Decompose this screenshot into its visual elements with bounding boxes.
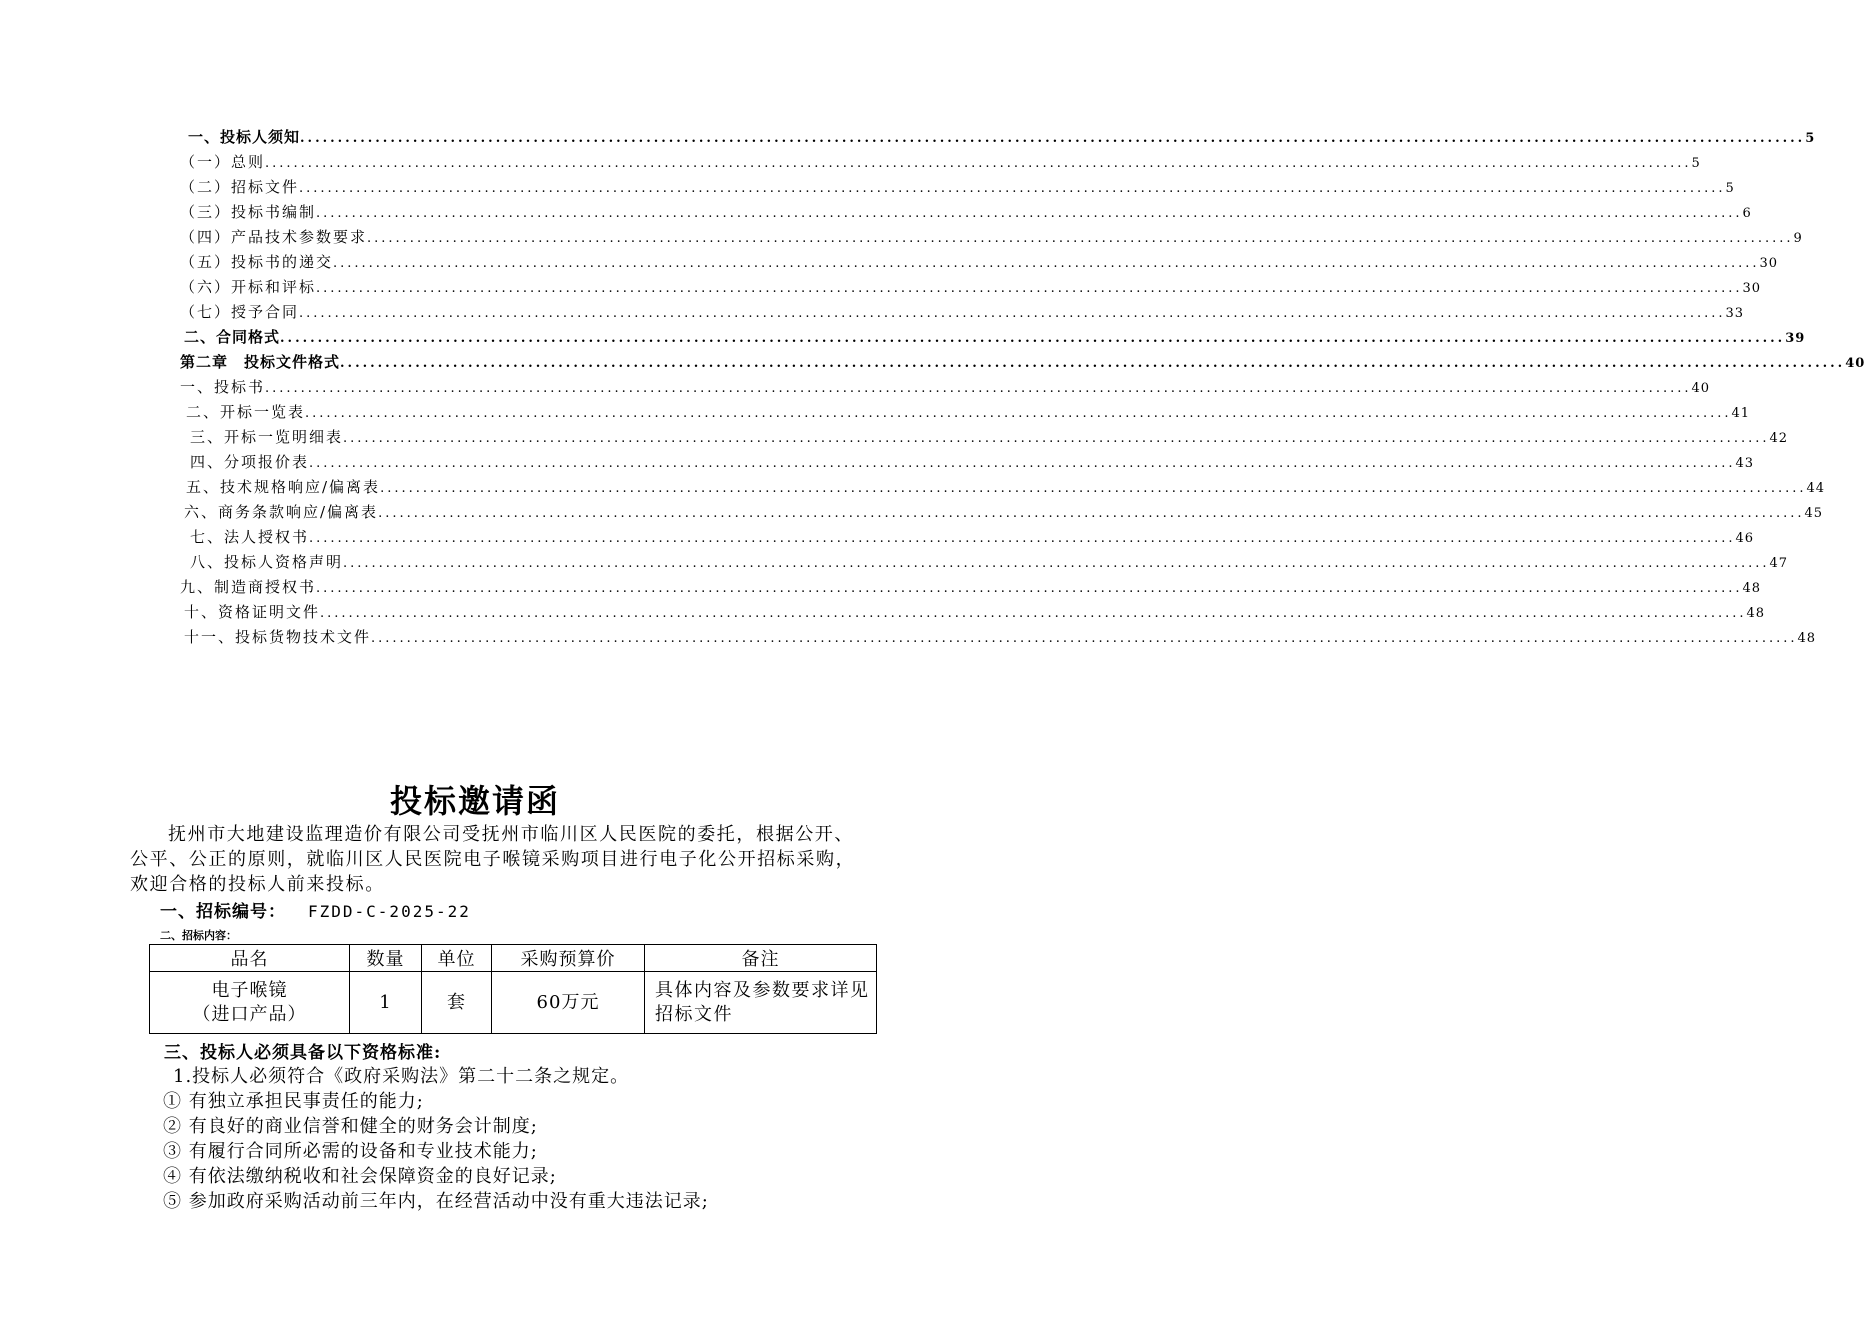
qualification-heading: 三、投标人必须具备以下资格标准: <box>164 1043 442 1063</box>
requirement-item: ⑤ 参加政府采购活动前三年内，在经营活动中没有重大违法记录; <box>163 1191 709 1212</box>
toc-entry-page: 43 <box>1735 456 1755 471</box>
toc-entry-page: 6 <box>1742 206 1752 221</box>
header-remark: 备注 <box>645 945 877 972</box>
header-name: 品名 <box>150 945 350 972</box>
header-unit: 单位 <box>422 945 492 972</box>
toc-entry-page: 46 <box>1735 531 1755 546</box>
toc-dot-leader: ........................................................................................................................................................................................................ <box>316 206 1743 221</box>
toc-entry[interactable] <box>180 126 1816 151</box>
toc-entry[interactable] <box>180 451 1755 476</box>
toc-dot-leader: ........................................................................................................................................................................................................ <box>265 156 1692 171</box>
toc-entry-page: 42 <box>1769 431 1789 446</box>
toc-entry-title: 七、法人授权书 <box>190 528 310 546</box>
cell-budget: 60万元 <box>492 972 645 1034</box>
bid-number-line <box>160 897 471 922</box>
toc-entry[interactable] <box>180 376 1711 401</box>
toc-entry-title: （四）产品技术参数要求 <box>180 228 368 246</box>
toc-dot-leader: ........................................................................................................................................................................................................ <box>305 406 1732 421</box>
toc-entry-page: 30 <box>1742 281 1762 296</box>
toc-dot-leader: ........................................................................................................................................................................................................ <box>340 356 1846 371</box>
toc-entry-title: 五、技术规格响应/偏离表 <box>186 478 381 496</box>
toc-entry-page: 39 <box>1785 331 1806 346</box>
requirement-item: ② 有良好的商业信誉和健全的财务会计制度; <box>163 1116 538 1137</box>
toc-entry[interactable] <box>180 301 1745 326</box>
toc-entry-title: 一、投标人须知 <box>188 128 301 146</box>
toc-dot-leader: ........................................................................................................................................................................................................ <box>320 606 1747 621</box>
toc-dot-leader: ........................................................................................................................................................................................................ <box>309 456 1736 471</box>
toc-dot-leader: ........................................................................................................................................................................................................ <box>380 481 1807 496</box>
cell-remark: 具体内容及参数要求详见招标文件 <box>645 972 877 1034</box>
toc-entry-title: 九、制造商授权书 <box>180 578 317 596</box>
toc-dot-leader: ........................................................................................................................................................................................................ <box>280 331 1786 346</box>
toc-entry-page: 33 <box>1725 306 1745 321</box>
toc-entry-title: 六、商务条款响应/偏离表 <box>184 503 379 521</box>
cell-name-line1: 电子喉镜 <box>211 979 288 1001</box>
requirement-item: ③ 有履行合同所必需的设备和专业技术能力; <box>163 1141 538 1162</box>
toc-dot-leader: ........................................................................................................................................................................................................ <box>316 581 1743 596</box>
requirement-item: 1.投标人必须符合《政府采购法》第二十二条之规定。 <box>173 1066 630 1087</box>
toc-entry[interactable] <box>180 426 1789 451</box>
toc-entry-page: 48 <box>1797 631 1817 646</box>
toc-entry-page: 5 <box>1805 131 1816 146</box>
toc-dot-leader: ........................................................................................................................................................................................................ <box>316 281 1743 296</box>
toc-entry-page: 48 <box>1746 606 1766 621</box>
bid-number-label: 一、招标编号： <box>160 902 286 922</box>
toc-entry-title: 二、合同格式 <box>184 328 281 346</box>
toc-entry-title: 四、分项报价表 <box>190 453 310 471</box>
toc-entry-page: 5 <box>1725 181 1735 196</box>
toc-dot-leader: ........................................................................................................................................................................................................ <box>309 531 1736 546</box>
toc-entry-page: 44 <box>1806 481 1826 496</box>
toc-entry[interactable] <box>180 176 1735 201</box>
page-title: 投标邀请函 <box>389 782 560 820</box>
toc-dot-leader: ........................................................................................................................................................................................................ <box>371 631 1798 646</box>
toc-entry-page: 41 <box>1731 406 1751 421</box>
toc-dot-leader: ........................................................................................................................................................................................................ <box>299 306 1726 321</box>
toc-entry-title: 二、开标一览表 <box>186 403 306 421</box>
toc-entry-page: 40 <box>1691 381 1711 396</box>
toc-entry-title: （一）总则 <box>180 153 266 171</box>
toc-entry-page: 48 <box>1742 581 1762 596</box>
toc-entry[interactable] <box>180 476 1826 501</box>
toc-entry[interactable] <box>180 626 1817 651</box>
toc-dot-leader: ........................................................................................................................................................................................................ <box>299 181 1726 196</box>
toc-entry[interactable] <box>180 601 1766 626</box>
cell-qty: 1 <box>350 972 422 1034</box>
toc-entry[interactable] <box>180 151 1701 176</box>
toc-entry-title: （二）招标文件 <box>180 178 300 196</box>
toc-entry[interactable] <box>180 501 1824 526</box>
toc-entry[interactable] <box>180 251 1779 276</box>
toc-entry-page: 47 <box>1769 556 1789 571</box>
table-row <box>150 972 877 1034</box>
bid-content-label: 二、招标内容： <box>160 929 237 942</box>
toc-entry-title: 第二章 投标文件格式 <box>180 353 341 371</box>
toc-entry[interactable] <box>180 576 1762 601</box>
toc-dot-leader: ........................................................................................................................................................................................................ <box>300 131 1806 146</box>
toc-entry-title: （七）授予合同 <box>180 303 300 321</box>
toc-entry[interactable] <box>180 276 1762 301</box>
toc-entry[interactable] <box>180 401 1751 426</box>
cell-unit: 套 <box>422 972 492 1034</box>
toc-entry[interactable] <box>180 326 1806 351</box>
toc-dot-leader: ........................................................................................................................................................................................................ <box>343 431 1770 446</box>
header-qty: 数量 <box>350 945 422 972</box>
bid-number-value: FZDD-C-2025-22 <box>308 902 471 921</box>
toc-entry-page: 5 <box>1691 156 1701 171</box>
toc-entry-title: 十一、投标货物技术文件 <box>184 628 372 646</box>
toc-entry[interactable] <box>180 201 1752 226</box>
toc-dot-leader: ........................................................................................................................................................................................................ <box>343 556 1770 571</box>
table-header-row <box>150 945 877 972</box>
header-budget: 采购预算价 <box>492 945 645 972</box>
toc-entry-title: （六）开标和评标 <box>180 278 317 296</box>
toc-dot-leader: ........................................................................................................................................................................................................ <box>265 381 1692 396</box>
requirement-item: ④ 有依法缴纳税收和社会保障资金的良好记录; <box>163 1166 557 1187</box>
items-table <box>149 944 877 1034</box>
toc-entry-title: （三）投标书编制 <box>180 203 317 221</box>
cell-name-line2: （进口产品） <box>192 1003 307 1025</box>
toc-entry-title: 十、资格证明文件 <box>184 603 321 621</box>
toc-entry[interactable] <box>180 226 1803 251</box>
toc-entry[interactable] <box>180 551 1789 576</box>
toc-dot-leader: ........................................................................................................................................................................................................ <box>333 256 1760 271</box>
intro-paragraph: 抚州市大地建设监理造价有限公司受抚州市临川区人民医院的委托，根据公开、公平、公正的原则，就临川区人民医院电子喉镜采购项目进行电子化公开招标采购，欢迎合格的投标人前来投标。 <box>130 824 856 895</box>
requirement-item: ① 有独立承担民事责任的能力; <box>163 1091 424 1112</box>
toc-entry-title: 一、投标书 <box>180 378 266 396</box>
toc-entry-title: 三、开标一览明细表 <box>190 428 344 446</box>
toc-entry[interactable] <box>180 526 1755 551</box>
toc-dot-leader: ........................................................................................................................................................................................................ <box>378 506 1805 521</box>
toc-entry-page: 9 <box>1793 231 1803 246</box>
table-of-contents <box>180 126 1865 651</box>
toc-entry-title: （五）投标书的递交 <box>180 253 334 271</box>
toc-entry-title: 八、投标人资格声明 <box>190 553 344 571</box>
toc-entry-page: 40 <box>1845 356 1865 371</box>
cell-name <box>150 972 350 1034</box>
toc-entry[interactable] <box>180 351 1865 376</box>
toc-entry-page: 30 <box>1759 256 1779 271</box>
toc-entry-page: 45 <box>1804 506 1824 521</box>
toc-dot-leader: ........................................................................................................................................................................................................ <box>367 231 1794 246</box>
